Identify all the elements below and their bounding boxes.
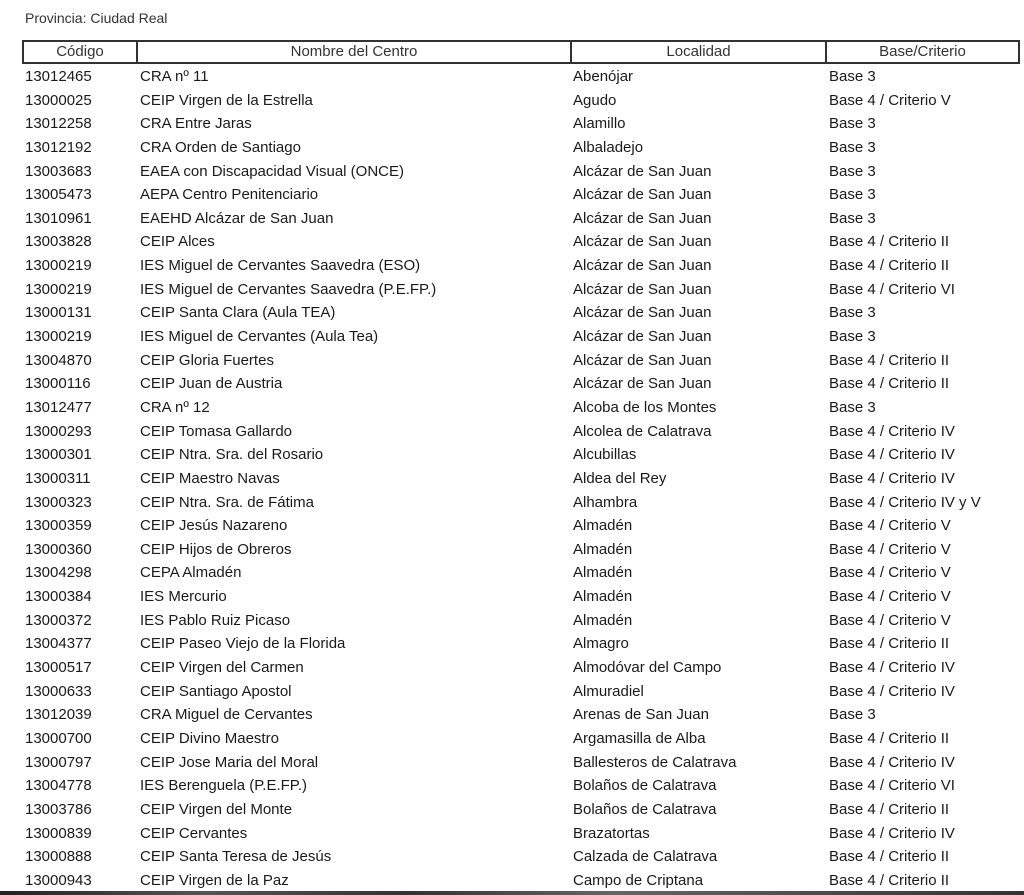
cell-codigo: 13012192 — [25, 138, 92, 156]
cell-localidad: Agudo — [573, 91, 617, 109]
cell-localidad: Almadén — [573, 540, 633, 558]
table-row — [0, 372, 1024, 396]
cell-codigo: 13000293 — [25, 422, 92, 440]
cell-nombre: CEIP Alces — [140, 233, 215, 251]
cell-base-criterio: Base 3 — [829, 328, 876, 346]
cell-localidad: Alamillo — [573, 115, 626, 133]
table-row — [0, 585, 1024, 609]
cell-codigo: 13000219 — [25, 257, 92, 275]
cell-localidad: Almadén — [573, 588, 633, 606]
cell-base-criterio: Base 4 / Criterio II — [829, 351, 950, 369]
table-row — [0, 727, 1024, 751]
cell-nombre: CRA Entre Jaras — [140, 115, 252, 133]
table-row — [0, 680, 1024, 704]
cell-nombre: CEIP Ntra. Sra. del Rosario — [140, 446, 324, 464]
cell-base-criterio: Base 4 / Criterio V — [829, 91, 951, 109]
cell-localidad: Alcoba de los Montes — [573, 398, 717, 416]
cell-nombre: CEIP Paseo Viejo de la Florida — [140, 635, 346, 653]
cell-codigo: 13003828 — [25, 233, 92, 251]
cell-codigo: 13003683 — [25, 162, 92, 180]
cell-nombre: CEIP Maestro Navas — [140, 469, 280, 487]
cell-localidad: Alcázar de San Juan — [573, 328, 712, 346]
table-row — [0, 443, 1024, 467]
cell-codigo: 13000888 — [25, 848, 92, 866]
cell-codigo: 13010961 — [25, 209, 92, 227]
cell-nombre: CEIP Juan de Austria — [140, 375, 283, 393]
cell-codigo: 13012258 — [25, 115, 92, 133]
cell-codigo: 13000116 — [25, 375, 91, 393]
cell-localidad: Albaladejo — [573, 138, 644, 156]
table-row — [0, 112, 1024, 136]
cell-codigo: 13000301 — [25, 446, 92, 464]
province-label: Provincia: Ciudad Real — [25, 10, 168, 26]
cell-codigo: 13012477 — [25, 398, 92, 416]
cell-base-criterio: Base 4 / Criterio IV — [829, 824, 955, 842]
table-row — [0, 65, 1024, 89]
cell-nombre: CEIP Virgen del Monte — [140, 800, 293, 818]
cell-nombre: CEIP Jose Maria del Moral — [140, 753, 319, 771]
cell-base-criterio: Base 3 — [829, 138, 876, 156]
cell-base-criterio: Base 4 / Criterio II — [829, 257, 950, 275]
cell-base-criterio: Base 4 / Criterio II — [829, 375, 950, 393]
cell-codigo: 13000219 — [25, 280, 92, 298]
cell-base-criterio: Base 4 / Criterio IV — [829, 753, 955, 771]
cell-localidad: Campo de Criptana — [573, 871, 704, 889]
cell-localidad: Aldea del Rey — [573, 469, 667, 487]
table-row — [0, 325, 1024, 349]
cell-localidad: Almadén — [573, 564, 633, 582]
table-row — [0, 751, 1024, 775]
table-row — [0, 538, 1024, 562]
table-row — [0, 420, 1024, 444]
cell-nombre: CEIP Santa Teresa de Jesús — [140, 848, 332, 866]
cell-codigo: 13004298 — [25, 564, 92, 582]
cell-nombre: IES Miguel de Cervantes Saavedra (P.E.FP.) — [140, 280, 437, 298]
cell-base-criterio: Base 4 / Criterio II — [829, 729, 950, 747]
cell-base-criterio: Base 3 — [829, 209, 876, 227]
cell-codigo: 13004377 — [25, 635, 92, 653]
cell-localidad: Alcubillas — [573, 446, 637, 464]
cell-localidad: Almadén — [573, 611, 633, 629]
cell-base-criterio: Base 4 / Criterio IV — [829, 469, 955, 487]
table-row — [0, 136, 1024, 160]
cell-nombre: CRA nº 12 — [140, 398, 210, 416]
cell-localidad: Alcázar de San Juan — [573, 375, 712, 393]
table-header — [22, 40, 1020, 64]
cell-nombre: CRA Miguel de Cervantes — [140, 706, 313, 724]
cell-localidad: Alcázar de San Juan — [573, 304, 712, 322]
table-row — [0, 349, 1024, 373]
cell-nombre: CRA Orden de Santiago — [140, 138, 301, 156]
cell-codigo: 13000517 — [25, 659, 92, 677]
cell-nombre: EAEA con Discapacidad Visual (ONCE) — [140, 162, 405, 180]
cell-codigo: 13000943 — [25, 871, 92, 889]
cell-localidad: Alcázar de San Juan — [573, 280, 712, 298]
cell-base-criterio: Base 3 — [829, 304, 876, 322]
cell-base-criterio: Base 4 / Criterio II — [829, 635, 950, 653]
cell-base-criterio: Base 4 / Criterio V — [829, 540, 951, 558]
table-row — [0, 254, 1024, 278]
cell-localidad: Almuradiel — [573, 682, 644, 700]
cell-localidad: Alcázar de San Juan — [573, 351, 712, 369]
column-header-codigo: Código — [24, 42, 138, 62]
cell-nombre: CEIP Virgen de la Estrella — [140, 91, 313, 109]
cell-localidad: Almagro — [573, 635, 629, 653]
cell-localidad: Arenas de San Juan — [573, 706, 709, 724]
cell-nombre: CEIP Virgen de la Paz — [140, 871, 289, 889]
cell-nombre: CEIP Gloria Fuertes — [140, 351, 274, 369]
cell-nombre: CEIP Tomasa Gallardo — [140, 422, 293, 440]
table-row — [0, 467, 1024, 491]
cell-base-criterio: Base 4 / Criterio II — [829, 848, 950, 866]
table-row — [0, 609, 1024, 633]
cell-nombre: EAEHD Alcázar de San Juan — [140, 209, 334, 227]
table-row — [0, 160, 1024, 184]
cell-codigo: 13004870 — [25, 351, 92, 369]
cell-localidad: Alcolea de Calatrava — [573, 422, 712, 440]
cell-codigo: 13005473 — [25, 186, 92, 204]
cell-base-criterio: Base 3 — [829, 706, 876, 724]
cell-base-criterio: Base 4 / Criterio IV — [829, 682, 955, 700]
cell-codigo: 13000131 — [25, 304, 92, 322]
cell-base-criterio: Base 4 / Criterio V — [829, 588, 951, 606]
cell-localidad: Alcázar de San Juan — [573, 233, 712, 251]
cell-base-criterio: Base 4 / Criterio V — [829, 611, 951, 629]
table-row — [0, 703, 1024, 727]
cell-codigo: 13004778 — [25, 777, 92, 795]
cell-nombre: CEIP Cervantes — [140, 824, 248, 842]
bottom-edge-bar — [0, 891, 1024, 895]
cell-localidad: Brazatortas — [573, 824, 650, 842]
cell-base-criterio: Base 3 — [829, 162, 876, 180]
cell-codigo: 13000219 — [25, 328, 92, 346]
table-row — [0, 278, 1024, 302]
cell-nombre: CEIP Hijos de Obreros — [140, 540, 292, 558]
cell-nombre: CEIP Santiago Apostol — [140, 682, 292, 700]
cell-codigo: 13000311 — [25, 469, 91, 487]
cell-localidad: Alcázar de San Juan — [573, 209, 712, 227]
cell-base-criterio: Base 4 / Criterio II — [829, 233, 950, 251]
table-body — [0, 65, 1024, 892]
cell-nombre: AEPA Centro Penitenciario — [140, 186, 319, 204]
table-row — [0, 514, 1024, 538]
cell-nombre: CEIP Santa Clara (Aula TEA) — [140, 304, 336, 322]
table-row — [0, 869, 1024, 893]
table-row — [0, 89, 1024, 113]
cell-nombre: CEIP Divino Maestro — [140, 729, 279, 747]
cell-nombre: CEIP Jesús Nazareno — [140, 517, 288, 535]
cell-base-criterio: Base 4 / Criterio V — [829, 517, 951, 535]
cell-localidad: Alhambra — [573, 493, 638, 511]
cell-base-criterio: Base 4 / Criterio IV y V — [829, 493, 981, 511]
cell-localidad: Argamasilla de Alba — [573, 729, 706, 747]
cell-codigo: 13000384 — [25, 588, 92, 606]
table-row — [0, 774, 1024, 798]
cell-nombre: CEIP Virgen del Carmen — [140, 659, 304, 677]
table-row — [0, 491, 1024, 515]
cell-localidad: Calzada de Calatrava — [573, 848, 718, 866]
cell-codigo: 13012039 — [25, 706, 92, 724]
cell-nombre: CRA nº 11 — [140, 68, 209, 85]
table-row — [0, 396, 1024, 420]
cell-localidad: Bolaños de Calatrava — [573, 777, 717, 795]
cell-base-criterio: Base 3 — [829, 68, 876, 85]
cell-codigo: 13000700 — [25, 729, 92, 747]
cell-codigo: 13000797 — [25, 753, 92, 771]
cell-codigo: 13000360 — [25, 540, 92, 558]
cell-localidad: Almodóvar del Campo — [573, 659, 722, 677]
table-row — [0, 822, 1024, 846]
cell-codigo: 13000323 — [25, 493, 92, 511]
cell-base-criterio: Base 3 — [829, 115, 876, 133]
cell-base-criterio: Base 4 / Criterio II — [829, 871, 950, 889]
cell-localidad: Alcázar de San Juan — [573, 186, 712, 204]
cell-nombre: CEPA Almadén — [140, 564, 242, 582]
table-row — [0, 207, 1024, 231]
cell-codigo: 13000372 — [25, 611, 92, 629]
table-row — [0, 656, 1024, 680]
cell-codigo: 13003786 — [25, 800, 92, 818]
cell-nombre: IES Miguel de Cervantes (Aula Tea) — [140, 328, 379, 346]
cell-codigo: 13000359 — [25, 517, 92, 535]
table-row — [0, 845, 1024, 869]
column-header-localidad: Localidad — [572, 42, 827, 62]
cell-base-criterio: Base 3 — [829, 398, 876, 416]
cell-codigo: 13000025 — [25, 91, 92, 109]
cell-localidad: Almadén — [573, 517, 633, 535]
column-header-nombre: Nombre del Centro — [138, 42, 572, 62]
cell-codigo: 13012465 — [25, 68, 92, 85]
cell-codigo: 13000633 — [25, 682, 92, 700]
table-row — [0, 183, 1024, 207]
cell-base-criterio: Base 4 / Criterio V — [829, 564, 951, 582]
cell-base-criterio: Base 4 / Criterio IV — [829, 446, 955, 464]
cell-base-criterio: Base 4 / Criterio IV — [829, 422, 955, 440]
cell-nombre: IES Mercurio — [140, 588, 227, 606]
cell-nombre: IES Pablo Ruiz Picaso — [140, 611, 291, 629]
table-row — [0, 798, 1024, 822]
table-row — [0, 632, 1024, 656]
cell-nombre: IES Berenguela (P.E.FP.) — [140, 777, 308, 795]
cell-base-criterio: Base 4 / Criterio IV — [829, 659, 955, 677]
cell-localidad: Alcázar de San Juan — [573, 162, 712, 180]
cell-base-criterio: Base 3 — [829, 186, 876, 204]
table-row — [0, 561, 1024, 585]
cell-localidad: Bolaños de Calatrava — [573, 800, 717, 818]
cell-localidad: Alcázar de San Juan — [573, 257, 712, 275]
column-header-base-criterio: Base/Criterio — [879, 43, 966, 60]
cell-nombre: CEIP Ntra. Sra. de Fátima — [140, 493, 314, 511]
cell-base-criterio: Base 4 / Criterio VI — [829, 777, 955, 795]
cell-base-criterio: Base 4 / Criterio II — [829, 800, 950, 818]
table-row — [0, 301, 1024, 325]
cell-base-criterio: Base 4 / Criterio VI — [829, 280, 955, 298]
cell-codigo: 13000839 — [25, 824, 92, 842]
cell-localidad: Abenójar — [573, 68, 634, 85]
table-row — [0, 230, 1024, 254]
cell-localidad: Ballesteros de Calatrava — [573, 753, 737, 771]
cell-nombre: IES Miguel de Cervantes Saavedra (ESO) — [140, 257, 421, 275]
